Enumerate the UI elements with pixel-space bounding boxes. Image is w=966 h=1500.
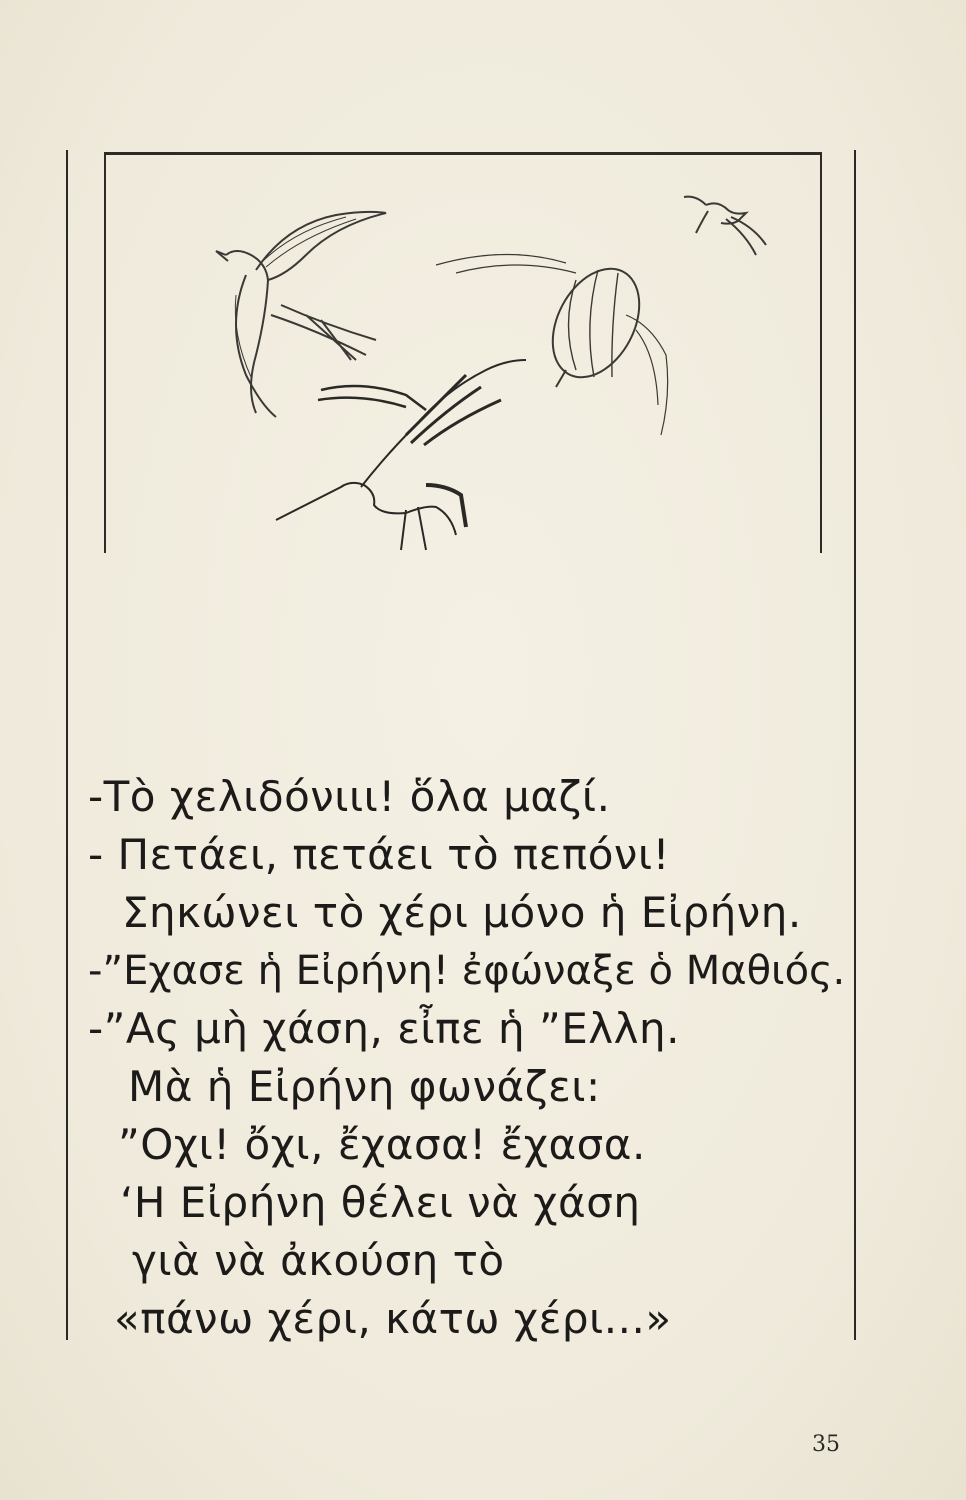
story-line-9: γιὰ νὰ ἀκούση τὸ [132, 1236, 505, 1285]
story-line-2: - Πετάει, πετάει τὸ πεπόνι! [88, 830, 670, 879]
story-line-6: Μὰ ἡ Εἰρήνη φωνάζει: [128, 1062, 601, 1111]
story-line-7: ”Οχι! ὄχι, ἔχασα! ἔχασα. [118, 1120, 646, 1169]
story-line-5: -”Ας μὴ χάση, εἶπε ἡ ”Ελλη. [88, 1004, 680, 1053]
left-margin-rule [66, 150, 68, 1340]
melon-icon [436, 254, 668, 435]
story-line-4: -”Εχασε ἡ Εἰρήνη! ἐφώναξε ὁ Μαθιός. [88, 948, 846, 994]
illustration [106, 155, 820, 553]
story-line-3: Σηκώνει τὸ χέρι μόνο ἡ Εἰρήνη. [122, 888, 802, 937]
story-text [88, 768, 868, 1348]
small-swallow-icon [684, 197, 766, 255]
page-number: 35 [812, 1432, 840, 1457]
stork-icon [276, 360, 526, 550]
story-line-10: «πάνω χέρι, κάτω χέρι...» [114, 1294, 672, 1343]
illustration-frame [104, 152, 822, 553]
story-line-1: -Τὸ χελιδόνιιι! ὅλα μαζί. [88, 772, 611, 821]
story-line-8: ʻΗ Εἰρήνη θέλει νὰ χάση [120, 1178, 641, 1227]
